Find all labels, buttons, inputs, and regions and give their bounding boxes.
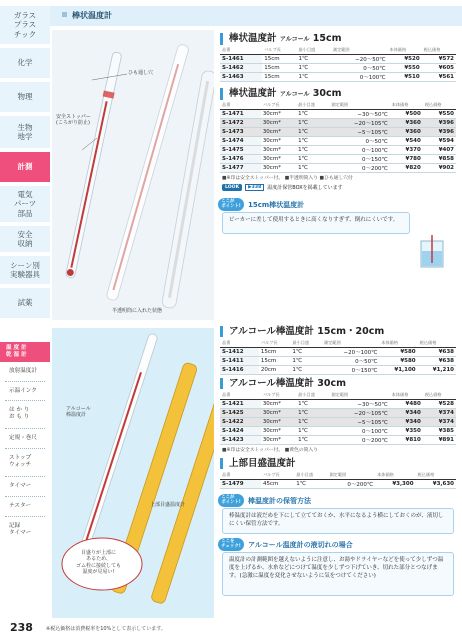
column-header: バルブ長: [259, 339, 291, 348]
price: ¥500: [390, 110, 423, 119]
price: ¥360: [390, 119, 423, 128]
check-badge: ここを チェック!: [218, 538, 244, 551]
scale-step: 1℃: [296, 155, 329, 164]
sidebar: [0, 0, 50, 644]
product-code: S-1461: [220, 55, 262, 64]
price: ¥820: [390, 164, 423, 173]
table-row: [220, 73, 456, 82]
scale-step: 1℃: [296, 128, 329, 137]
range: 0〜100℃: [329, 427, 389, 436]
tab-glass-plastic[interactable]: ガラス プラス チック: [0, 6, 50, 46]
section-title-bar-15cm: [220, 33, 342, 45]
price-tax: ¥528: [423, 400, 456, 409]
column-header: 本体価格: [390, 391, 423, 400]
product-code: S-1477: [220, 164, 261, 173]
price-tax: ¥572: [422, 55, 456, 64]
range: −30〜50℃: [329, 400, 389, 409]
price: ¥580: [379, 357, 417, 366]
length: 30cm*: [261, 400, 296, 409]
price-tax: ¥396: [423, 119, 456, 128]
length: 30cm*: [261, 427, 296, 436]
table-row: [220, 137, 456, 146]
column-header: 税込価格: [423, 391, 456, 400]
spec-table-top-scale: [220, 471, 456, 489]
price-tax: ¥1,210: [418, 366, 456, 375]
column-header: 税込価格: [422, 46, 456, 55]
length: 30cm*: [261, 128, 296, 137]
price: ¥3,300: [375, 480, 415, 489]
scale-step: 1℃: [296, 400, 329, 409]
table-row: [220, 409, 456, 418]
product-code: S-1416: [220, 366, 259, 375]
look-text: 温度計保管BOXを掲載しています: [267, 185, 343, 191]
section-title-bar-30cm: [220, 88, 342, 100]
table-row: [220, 436, 456, 445]
column-header: バルブ長: [261, 471, 294, 480]
subnav-thermometer[interactable]: 温 度 計 乾 湿 計: [0, 342, 50, 362]
spec-table-bar-30cm: [220, 101, 456, 173]
product-photo-alcohol-thermometers: [52, 328, 214, 618]
price-tax: ¥407: [423, 146, 456, 155]
price-tax: ¥594: [423, 137, 456, 146]
range: −20〜105℃: [329, 119, 389, 128]
length: 15cm: [262, 73, 296, 82]
column-header: 本体価格: [390, 101, 423, 110]
look-reference[interactable]: [222, 184, 343, 191]
subnav-divider: [5, 516, 45, 517]
scale-step: 1℃: [290, 357, 322, 366]
tab-safety-storage[interactable]: 安全 収納: [0, 226, 50, 254]
scale-step: 1℃: [296, 110, 329, 119]
column-header: 品番: [220, 101, 261, 110]
table-row: [220, 155, 456, 164]
length: 20cm: [259, 366, 291, 375]
tab-electric-parts[interactable]: 電気 パーツ 部品: [0, 186, 50, 224]
product-code: S-1474: [220, 137, 261, 146]
callout-top-scale-thermometer: 上部目盛温度計: [150, 502, 186, 508]
scale-step: 1℃: [296, 137, 329, 146]
product-code: S-1462: [220, 64, 262, 73]
point-body: ビーカーに差して使用するときに高くなりすぎず、倒れにくいです。: [222, 212, 410, 234]
callout-in-case: 半透明筒に入れた状態: [112, 308, 163, 314]
point-title: 棒温度計の保管方法: [248, 497, 311, 505]
product-code: S-1412: [220, 348, 259, 357]
tab-chemistry[interactable]: 化学: [0, 48, 50, 80]
product-code: S-1411: [220, 357, 259, 366]
column-header: 品番: [220, 339, 259, 348]
length: 15cm: [259, 348, 291, 357]
column-header: バルブ長: [261, 391, 296, 400]
section-size: 30cm: [312, 88, 342, 99]
table-row: [220, 400, 456, 409]
price-tax: ¥891: [423, 436, 456, 445]
subnav-divider: [5, 381, 45, 382]
price-tax: ¥605: [422, 64, 456, 73]
range: 0〜100℃: [331, 73, 388, 82]
tab-scene-equipment[interactable]: シーン別 実験器具: [0, 256, 50, 286]
section-title: アルコール棒温度計: [229, 326, 314, 337]
scale-step: 1℃: [296, 436, 329, 445]
price-tax: ¥638: [418, 357, 456, 366]
table-note: ■※印は安全ストッパー付。 ■半透明筒入り ■ひも通し穴付: [222, 176, 353, 181]
length: 30cm*: [261, 436, 296, 445]
range: −20〜105℃: [329, 409, 389, 418]
range: 0〜200℃: [329, 164, 389, 173]
product-code: S-1471: [220, 110, 261, 119]
column-header: バルブ長: [261, 101, 296, 110]
header-marker-icon: [62, 12, 67, 17]
range: −5〜105℃: [329, 128, 389, 137]
product-photo-bar-thermometers: [52, 30, 214, 320]
section-title: アルコール棒温度計: [229, 378, 314, 389]
tab-biology-earth[interactable]: 生物 地学: [0, 116, 50, 150]
column-header: 税込価格: [418, 339, 456, 348]
callout-scale-visibility: 目盛りが上部に あるため、 ゴム栓に接続しても 温度が見易い!: [76, 550, 122, 575]
tab-measurement[interactable]: 計測: [0, 152, 50, 184]
section-tag: アルコール: [279, 91, 310, 98]
column-header: 測定範囲: [331, 46, 388, 55]
range: 0〜50℃: [329, 137, 389, 146]
range: 0〜200℃: [329, 436, 389, 445]
look-page-ref: ▶338: [245, 184, 264, 191]
column-header: 品番: [220, 46, 262, 55]
range: 0〜50℃: [331, 64, 388, 73]
scale-step: 1℃: [296, 119, 329, 128]
price-tax: ¥561: [422, 73, 456, 82]
table-row: [220, 480, 456, 489]
table-row: [220, 418, 456, 427]
price: ¥520: [387, 55, 421, 64]
subnav-record-timer[interactable]: 記録 タイマー: [9, 523, 32, 536]
point-title: 15cm棒状温度計: [248, 201, 305, 209]
table-row: [220, 110, 456, 119]
spec-table-bar-15cm: [220, 46, 456, 82]
subnav-divider: [5, 476, 45, 477]
subnav-tester[interactable]: テスター: [9, 502, 32, 509]
column-header: 測定範囲: [322, 339, 379, 348]
product-code: S-1424: [220, 427, 261, 436]
callout-safety-stopper: 安全ストッパー (ころがり防止): [56, 114, 91, 127]
scale-step: 1℃: [296, 164, 329, 173]
scale-step: 1℃: [290, 366, 322, 375]
subnav-divider: [5, 496, 45, 497]
subnav-divider: [5, 428, 45, 429]
table-row: [220, 348, 456, 357]
scale-step: 1℃: [296, 55, 330, 64]
range: 0〜50℃: [322, 357, 379, 366]
section-title: 棒状温度計: [229, 33, 277, 44]
length: 45cm: [261, 480, 294, 489]
length: 30cm*: [261, 409, 296, 418]
range: 0〜200℃: [328, 480, 376, 489]
point-body: 温度計の計測範囲を越えないように注意し、お湯やドライヤーなどを使って少しずつ温度を上げるか、水糸などにつけて温度を少しずつ下げていき、切れた部分とつなげます。(急激に温度を変化させないように気をつけてください): [222, 552, 454, 596]
page-title: 棒状温度計: [72, 11, 112, 20]
subnav-thermo-ink[interactable]: 示温インク: [9, 387, 37, 394]
range: −20〜50℃: [331, 55, 388, 64]
length: 15cm: [262, 64, 296, 73]
tax-footnote: ※税込価格は消費税率を10%として表示しています。: [46, 626, 166, 632]
product-code: S-1422: [220, 418, 261, 427]
section-title-alcohol-30: [220, 378, 346, 389]
table-row: [220, 164, 456, 173]
length: 30cm*: [261, 119, 296, 128]
length: 15cm: [259, 357, 291, 366]
page-number: 238: [10, 621, 33, 634]
spec-table-alcohol-30: [220, 391, 456, 445]
product-code: S-1476: [220, 155, 261, 164]
table-row: [220, 357, 456, 366]
product-code: S-1421: [220, 400, 261, 409]
price: ¥780: [390, 155, 423, 164]
price-tax: ¥858: [423, 155, 456, 164]
price: ¥510: [387, 73, 421, 82]
product-code: S-1423: [220, 436, 261, 445]
price-tax: ¥396: [423, 128, 456, 137]
table-row: [220, 366, 456, 375]
table-row: [220, 55, 456, 64]
subnav-ruler-tape[interactable]: 定規・巻尺: [9, 434, 37, 441]
price: ¥1,100: [379, 366, 417, 375]
length: 15cm: [262, 55, 296, 64]
price-tax: ¥385: [423, 427, 456, 436]
table-note: ■※印は安全ストッパー付。 ■黄色の筒入り: [222, 448, 319, 453]
range: 0〜150℃: [322, 366, 379, 375]
point-badge: ここが ポイント!: [218, 494, 244, 507]
column-header: 品番: [220, 391, 261, 400]
scale-step: 1℃: [294, 480, 327, 489]
subnav-timer[interactable]: タイマー: [9, 482, 32, 489]
subnav-divider: [5, 400, 45, 401]
point-body: 棒温度計は液だめを下にして立てておくか、水平になるよう横にしておくのが、液切しにくい保管方法です。: [222, 508, 454, 534]
price: ¥370: [390, 146, 423, 155]
length: 30cm*: [261, 146, 296, 155]
section-title-top-scale: [220, 458, 296, 469]
column-header: 税込価格: [416, 471, 456, 480]
length: 30cm*: [261, 418, 296, 427]
column-header: 本体価格: [375, 471, 415, 480]
scale-step: 1℃: [296, 146, 329, 155]
column-header: 本体価格: [379, 339, 417, 348]
price: ¥810: [390, 436, 423, 445]
range: −5〜105℃: [329, 418, 389, 427]
section-size: 15cm・20cm: [317, 326, 385, 337]
subnav-radiation-thermometer[interactable]: 放射温度計: [9, 367, 37, 374]
section-title: 棒状温度計: [229, 88, 277, 99]
column-header: バルブ長: [262, 46, 296, 55]
table-row: [220, 119, 456, 128]
point-badge: ここが ポイント!: [218, 198, 244, 211]
column-header: 測定範囲: [329, 101, 389, 110]
price-tax: ¥3,630: [416, 480, 456, 489]
product-code: S-1425: [220, 409, 261, 418]
column-header: 最小目盛: [296, 101, 329, 110]
price-tax: ¥550: [423, 110, 456, 119]
price: ¥540: [390, 137, 423, 146]
scale-step: 1℃: [296, 409, 329, 418]
section-size: 30cm: [317, 378, 347, 389]
column-header: 本体価格: [387, 46, 421, 55]
product-code: S-1463: [220, 73, 262, 82]
point-title: アルコール温度計の液切れの場合: [248, 541, 353, 549]
price-tax: ¥902: [423, 164, 456, 173]
section-tag: アルコール: [279, 36, 310, 43]
column-header: 税込価格: [423, 101, 456, 110]
column-header: 測定範囲: [328, 471, 376, 480]
callout-string-hole: ひも通し穴: [128, 70, 154, 76]
range: −20〜100℃: [322, 348, 379, 357]
scale-step: 1℃: [290, 348, 322, 357]
section-size: 15cm: [312, 33, 342, 44]
look-badge: LOOK: [222, 184, 242, 191]
column-header: 最小目盛: [294, 471, 327, 480]
subnav-scale-weights[interactable]: は か り お も り: [9, 407, 30, 420]
scale-step: 1℃: [296, 418, 329, 427]
range: 0〜150℃: [329, 155, 389, 164]
price: ¥340: [390, 418, 423, 427]
price-tax: ¥374: [423, 409, 456, 418]
product-code: S-1475: [220, 146, 261, 155]
section-title-alcohol-15-20: [220, 326, 384, 337]
price: ¥550: [387, 64, 421, 73]
scale-step: 1℃: [296, 64, 330, 73]
length: 30cm*: [261, 110, 296, 119]
subnav-stopwatch[interactable]: ストップ ウォッチ: [9, 455, 32, 468]
price: ¥360: [390, 128, 423, 137]
length: 30cm*: [261, 164, 296, 173]
spec-table-alcohol-15-20: [220, 339, 456, 375]
table-row: [220, 146, 456, 155]
column-header: 最小目盛: [296, 46, 330, 55]
length: 30cm*: [261, 137, 296, 146]
column-header: 最小目盛: [290, 339, 322, 348]
table-row: [220, 128, 456, 137]
table-row: [220, 427, 456, 436]
product-code: S-1473: [220, 128, 261, 137]
range: 0〜100℃: [329, 146, 389, 155]
column-header: 測定範囲: [329, 391, 389, 400]
table-row: [220, 64, 456, 73]
price-tax: ¥638: [418, 348, 456, 357]
price-tax: ¥374: [423, 418, 456, 427]
price: ¥350: [390, 427, 423, 436]
product-code: S-1479: [220, 480, 261, 489]
range: −30〜50℃: [329, 110, 389, 119]
product-code: S-1472: [220, 119, 261, 128]
tab-reagents[interactable]: 試薬: [0, 288, 50, 320]
price: ¥480: [390, 400, 423, 409]
subnav-divider: [5, 448, 45, 449]
column-header: 品番: [220, 471, 261, 480]
column-header: 最小目盛: [296, 391, 329, 400]
beaker-icon: [415, 235, 449, 269]
scale-step: 1℃: [296, 427, 329, 436]
price: ¥340: [390, 409, 423, 418]
callout-alcohol-thermometer: アルコール 棒温度計: [66, 406, 91, 419]
tab-physics[interactable]: 物理: [0, 82, 50, 114]
section-title: 上部目盛温度計: [229, 458, 296, 469]
scale-step: 1℃: [296, 73, 330, 82]
price: ¥580: [379, 348, 417, 357]
length: 30cm*: [261, 155, 296, 164]
